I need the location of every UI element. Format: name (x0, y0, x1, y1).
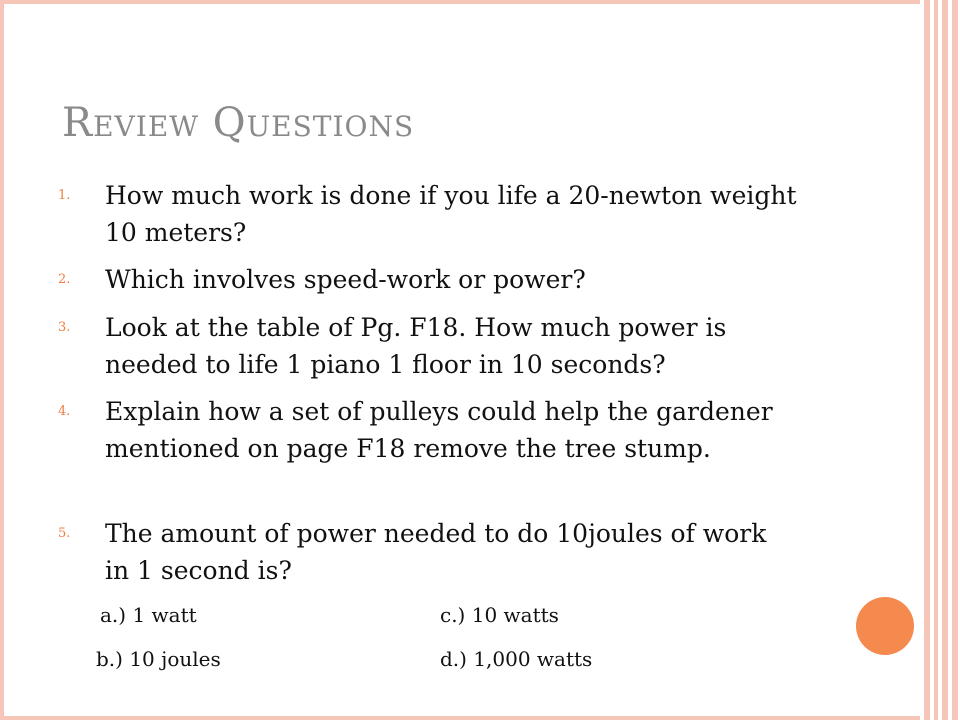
decorative-stripes (920, 0, 960, 720)
question-number: 4. (58, 404, 71, 419)
question-number: 2. (58, 272, 71, 287)
slide-title: Review Questions (62, 100, 415, 146)
accent-circle (856, 597, 914, 655)
question-item (58, 393, 798, 467)
question-item (58, 309, 798, 383)
slide-frame-bottom (0, 716, 920, 720)
question-item (58, 261, 798, 298)
question-text: Explain how a set of pulleys could help the gardener mentioned on page F18 remove the tree stump. (105, 397, 773, 463)
question-text: The amount of power needed to do 10joules of work in 1 second is? (105, 519, 767, 585)
slide-frame-left (0, 0, 4, 720)
answer-c: c.) 10 watts (440, 603, 559, 627)
answer-b: b.) 10 joules (96, 647, 221, 671)
question-text: How much work is done if you life a 20-newton weight 10 meters? (105, 181, 797, 247)
question-text: Which involves speed-work or power? (105, 265, 586, 294)
slide-frame-top (0, 0, 920, 4)
question-number: 1. (58, 188, 71, 203)
answer-a: a.) 1 watt (100, 603, 197, 627)
question-item (58, 177, 798, 251)
question-number: 5. (58, 526, 71, 541)
question-text: Look at the table of Pg. F18. How much power is needed to life 1 piano 1 floor in 10 seconds? (105, 313, 727, 379)
question-number: 3. (58, 320, 71, 335)
answer-d: d.) 1,000 watts (440, 647, 593, 671)
question-item (58, 515, 798, 589)
